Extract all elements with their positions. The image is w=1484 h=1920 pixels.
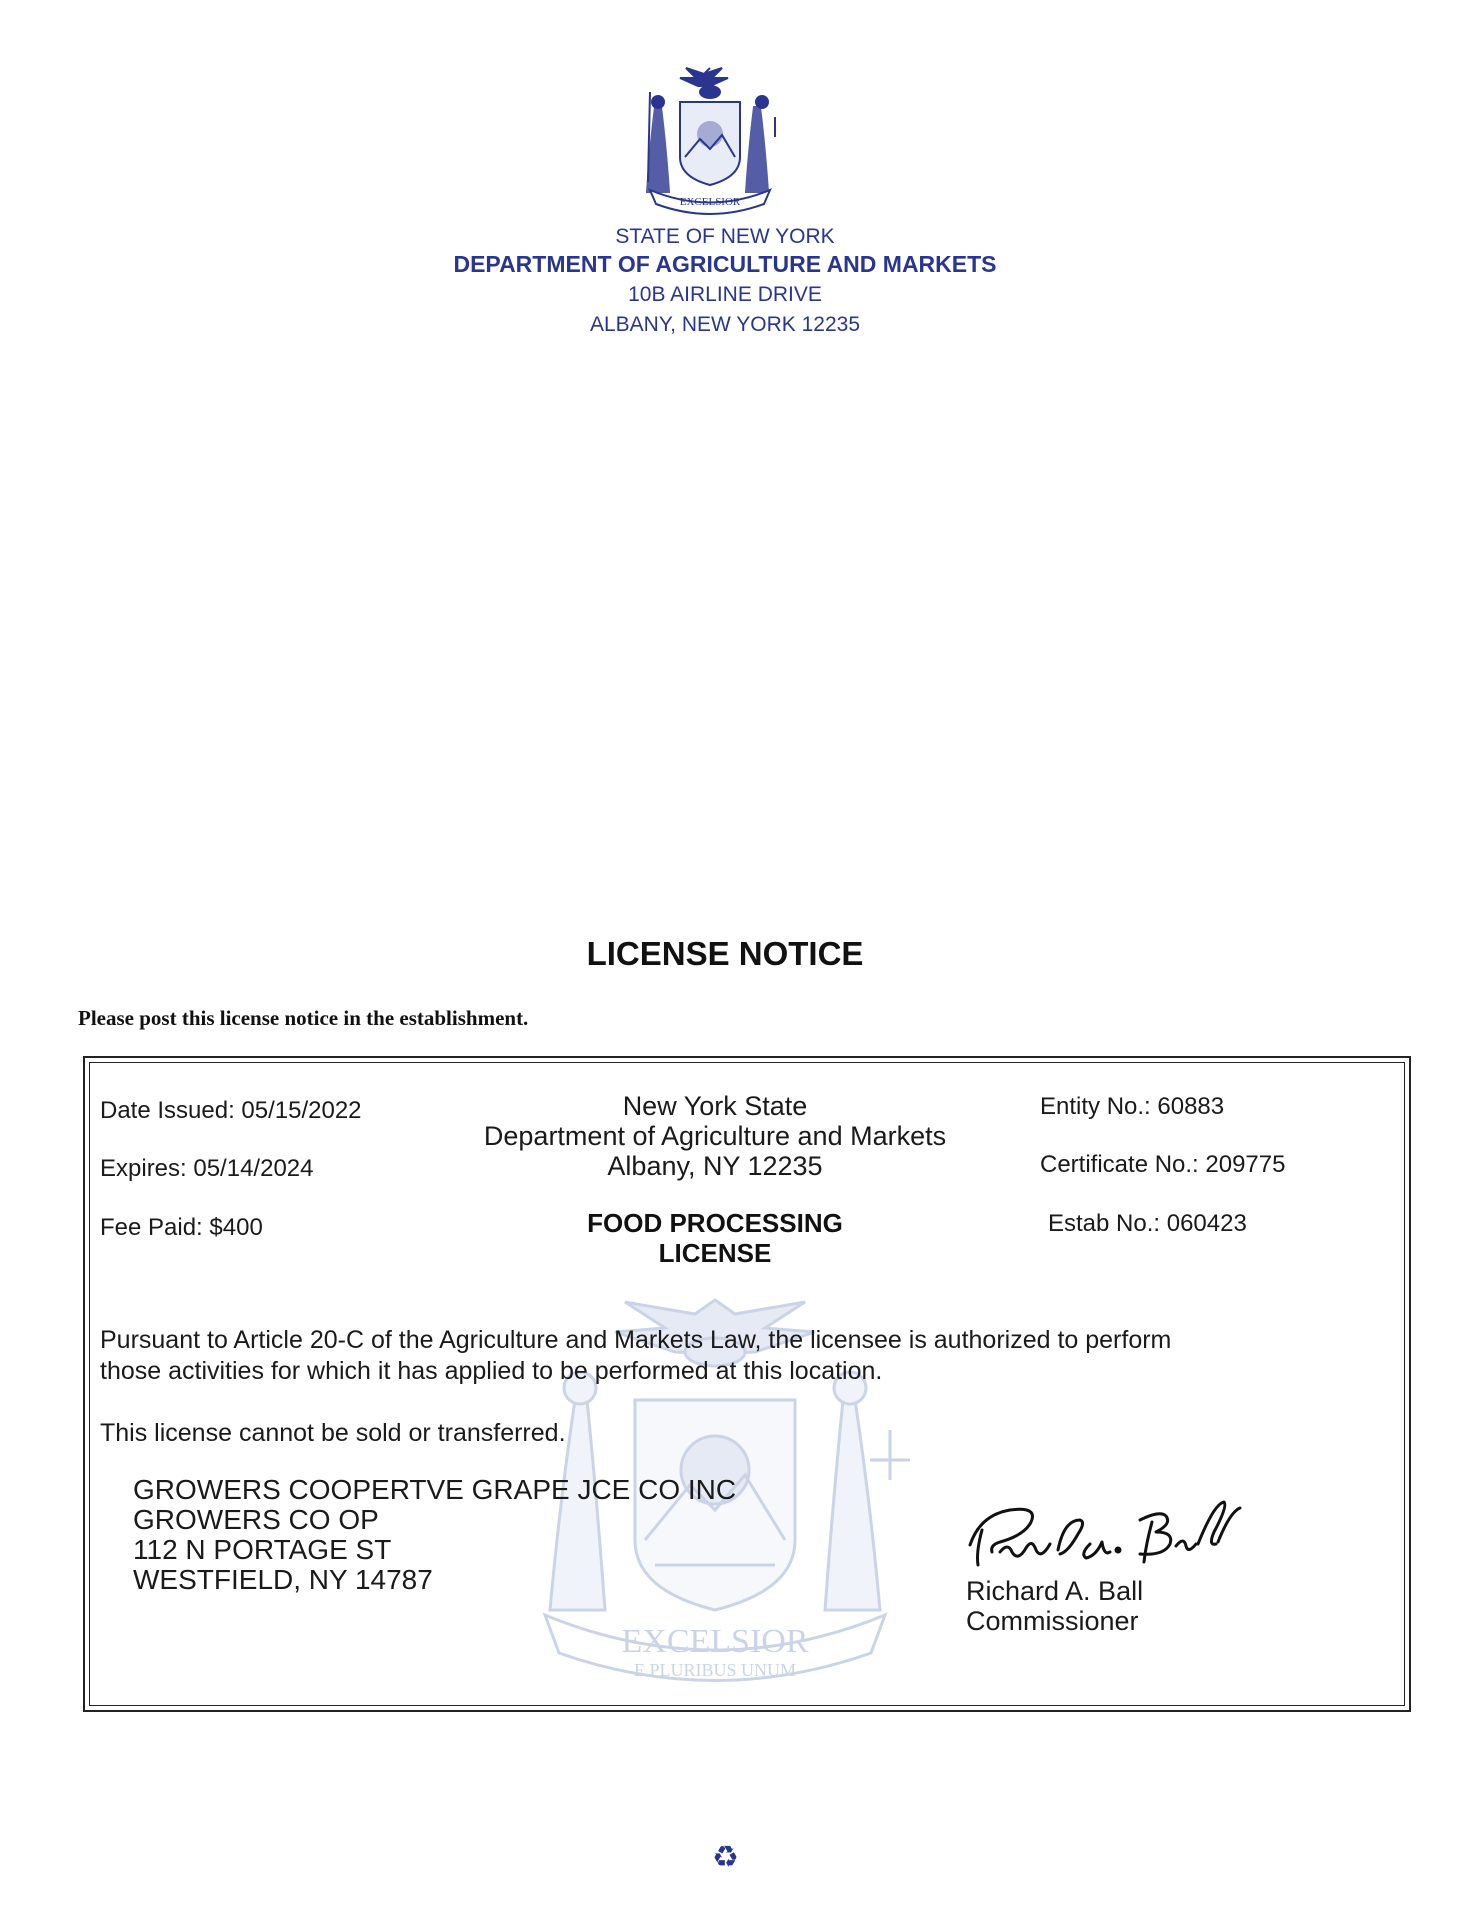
header-city: ALBANY, NEW YORK 12235	[589, 313, 861, 336]
seal-motto-text: EXCELSIOR	[679, 196, 741, 208]
transfer-restriction-text: This license cannot be sold or transferred.	[100, 1419, 566, 1447]
watermark-motto-text: EXCELSIOR	[621, 1623, 809, 1660]
establishment-number: Estab No.: 060423	[1048, 1210, 1247, 1237]
licensee-city-state-zip: WESTFIELD, NY 14787	[133, 1564, 433, 1595]
licensee-street: 112 N PORTAGE ST	[133, 1534, 392, 1565]
post-instruction: Please post this license notice in the establishment.	[78, 1006, 529, 1030]
authorization-text: Pursuant to Article 20-C of the Agriculture and Markets Law, the licensee is authorized to perform those activities for which it has applied to be performed at this location.	[100, 1326, 1172, 1385]
agency-city: Albany, NY 12235	[607, 1151, 823, 1181]
entity-number: Entity No.: 60883	[1040, 1093, 1225, 1120]
signatory-title: Commissioner	[966, 1606, 1139, 1636]
certificate-number: Certificate No.: 209775	[1040, 1151, 1286, 1178]
licensee-dba: GROWERS CO OP	[133, 1504, 379, 1535]
license-type-line2: LICENSE	[658, 1238, 772, 1268]
licensee-address	[133, 1475, 736, 1595]
header-street: 10B AIRLINE DRIVE	[628, 283, 822, 306]
header-state: STATE OF NEW YORK	[615, 225, 835, 248]
page-title: LICENSE NOTICE	[586, 935, 864, 972]
header-department: DEPARTMENT OF AGRICULTURE AND MARKETS	[453, 251, 997, 277]
signatory-block	[966, 1576, 1143, 1636]
license-type-line1: FOOD PROCESSING	[587, 1208, 843, 1238]
date-issued: Date Issued: 05/15/2022	[100, 1097, 362, 1124]
expires: Expires: 05/14/2024	[100, 1155, 314, 1182]
recycle-icon: ♻	[712, 1841, 739, 1874]
fee-paid: Fee Paid: $400	[100, 1214, 263, 1241]
licensee-name: GROWERS COOPERTVE GRAPE JCE CO INC	[133, 1474, 737, 1505]
commissioner-signature	[960, 1490, 1250, 1580]
agency-state: New York State	[622, 1091, 808, 1121]
ny-state-seal-icon	[630, 62, 790, 222]
signatory-name: Richard A. Ball	[966, 1576, 1144, 1606]
agency-department: Department of Agriculture and Markets	[483, 1121, 947, 1151]
watermark-motto-secondary-text: E PLURIBUS UNUM	[633, 1660, 797, 1680]
